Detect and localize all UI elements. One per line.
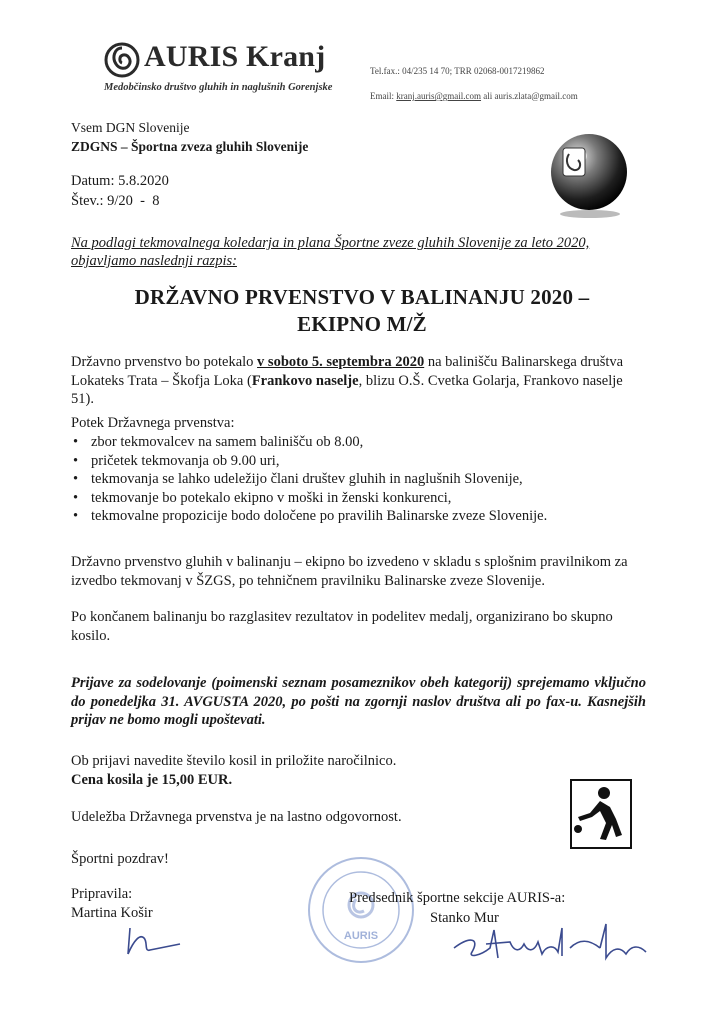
list-item: • tekmovanje bo potekalo ekipno v moški in ženski konkurenci,	[71, 489, 651, 508]
greeting: Športni pozdrav!	[71, 851, 169, 867]
boule-emblem-icon	[543, 130, 633, 220]
contact-email	[370, 91, 578, 101]
event-text-1: Državno prvenstvo bo potekalo	[71, 354, 258, 370]
lunch-price: Cena kosila je 15,00 EUR.	[71, 772, 233, 788]
email-separator: ali	[483, 91, 493, 101]
event-paragraph	[71, 353, 646, 409]
prepared-by-label: Pripravila:	[71, 886, 133, 902]
lunch-line-1: Ob prijavi navedite število kosil in priložite naročilnico.	[71, 753, 397, 769]
number-line	[71, 193, 159, 210]
awards-paragraph: Po končanem balinanju bo razglasitev rezultatov in podelitev medalj, organizirano bo skupno kosilo.	[71, 609, 613, 644]
intro-paragraph: Na podlagi tekmovalnega koledarja in plana Športne zveze gluhih Slovenije za leto 2020, objavljamo naslednji razpis:	[71, 235, 590, 269]
org-subtitle: Medobčinsko društvo gluhih in naglušnih Gorenjske	[104, 82, 333, 93]
title-line-1: DRŽAVNO PRVENSTVO V BALINANJU 2020 –	[134, 285, 590, 309]
club-stamp	[306, 855, 416, 965]
recipient-line-1: Vsem DGN Slovenije	[71, 120, 190, 135]
president-name: Stanko Mur	[430, 910, 499, 926]
email-link-2[interactable]: auris.zlata@gmail.com	[494, 91, 578, 101]
signature-right	[450, 918, 650, 966]
email-label: Email:	[370, 91, 394, 101]
president-label: Predsednik športne sekcije AURIS-a:	[349, 890, 566, 906]
list-item: • pričetek tekmovanja ob 9.00 uri,	[71, 452, 651, 471]
prepared-by-name: Martina Košir	[71, 905, 153, 921]
bocce-player-icon	[570, 779, 632, 849]
title-line-2: EKIPNO M/Ž	[297, 312, 427, 336]
number-label: Štev.:	[71, 193, 104, 209]
recipient-line-2: ZDGNS – Športna zveza gluhih Slovenije	[71, 139, 309, 154]
event-place: Frankovo naselje	[251, 372, 359, 389]
list-item: • zbor tekmovalcev na samem balinišču ob 8.00,	[71, 433, 651, 452]
email-link-1[interactable]: kranj.auris@gmail.com	[396, 91, 482, 101]
course-list	[71, 433, 651, 526]
date-value: 5.8.2020	[118, 173, 169, 189]
list-item: • tekmovalne propozicije bodo določene po pravilih Balinarske zveze Slovenije.	[71, 507, 651, 526]
event-text-3: , blizu O.Š. Cvetka Golarja, Frankovo naselje 51).	[71, 372, 623, 407]
event-date: v soboto 5. septembra 2020	[257, 354, 425, 370]
signature-left	[120, 920, 190, 960]
org-logo	[104, 40, 364, 104]
auris-logo-icon	[104, 42, 140, 78]
responsibility-note: Udeležba Državnega prvenstva je na lastno odgovornost.	[71, 809, 402, 825]
event-text-2: na balinišču Balinarskega društva Lokateks Trata – Škofja Loka (	[71, 354, 624, 389]
date-line	[71, 173, 169, 190]
date-label: Datum:	[71, 173, 115, 189]
stamp-text: AURIS	[343, 930, 379, 942]
rules-paragraph: Državno prvenstvo gluhih v balinanju – ekipno bo izvedeno v skladu s splošnim pravilnikom za izvedbo tekmovanj v ŠZGS, po tehničnem pravilniku Balinarske zveze Slovenije.	[71, 554, 628, 589]
list-item: • tekmovanja se lahko udeležijo člani društev gluhih in naglušnih Slovenije,	[71, 470, 651, 489]
number-value: 9/20 - 8	[107, 193, 160, 209]
course-heading: Potek Državnega prvenstva:	[71, 415, 235, 431]
org-name: AURIS Kranj	[144, 40, 326, 73]
application-paragraph: Prijave za sodelovanje (poimenski seznam posameznikov obeh kategorij) sprejemamo vključno do ponedeljka 31. AVGUSTA 2020, po pošti na zgornji naslov društva ali po fax-u. Kasnejših prijav ne bomo mogli upoštevati.	[71, 675, 646, 728]
contact-phone: Tel.fax.: 04/235 14 70; TRR 02068-0017219862	[370, 66, 545, 76]
